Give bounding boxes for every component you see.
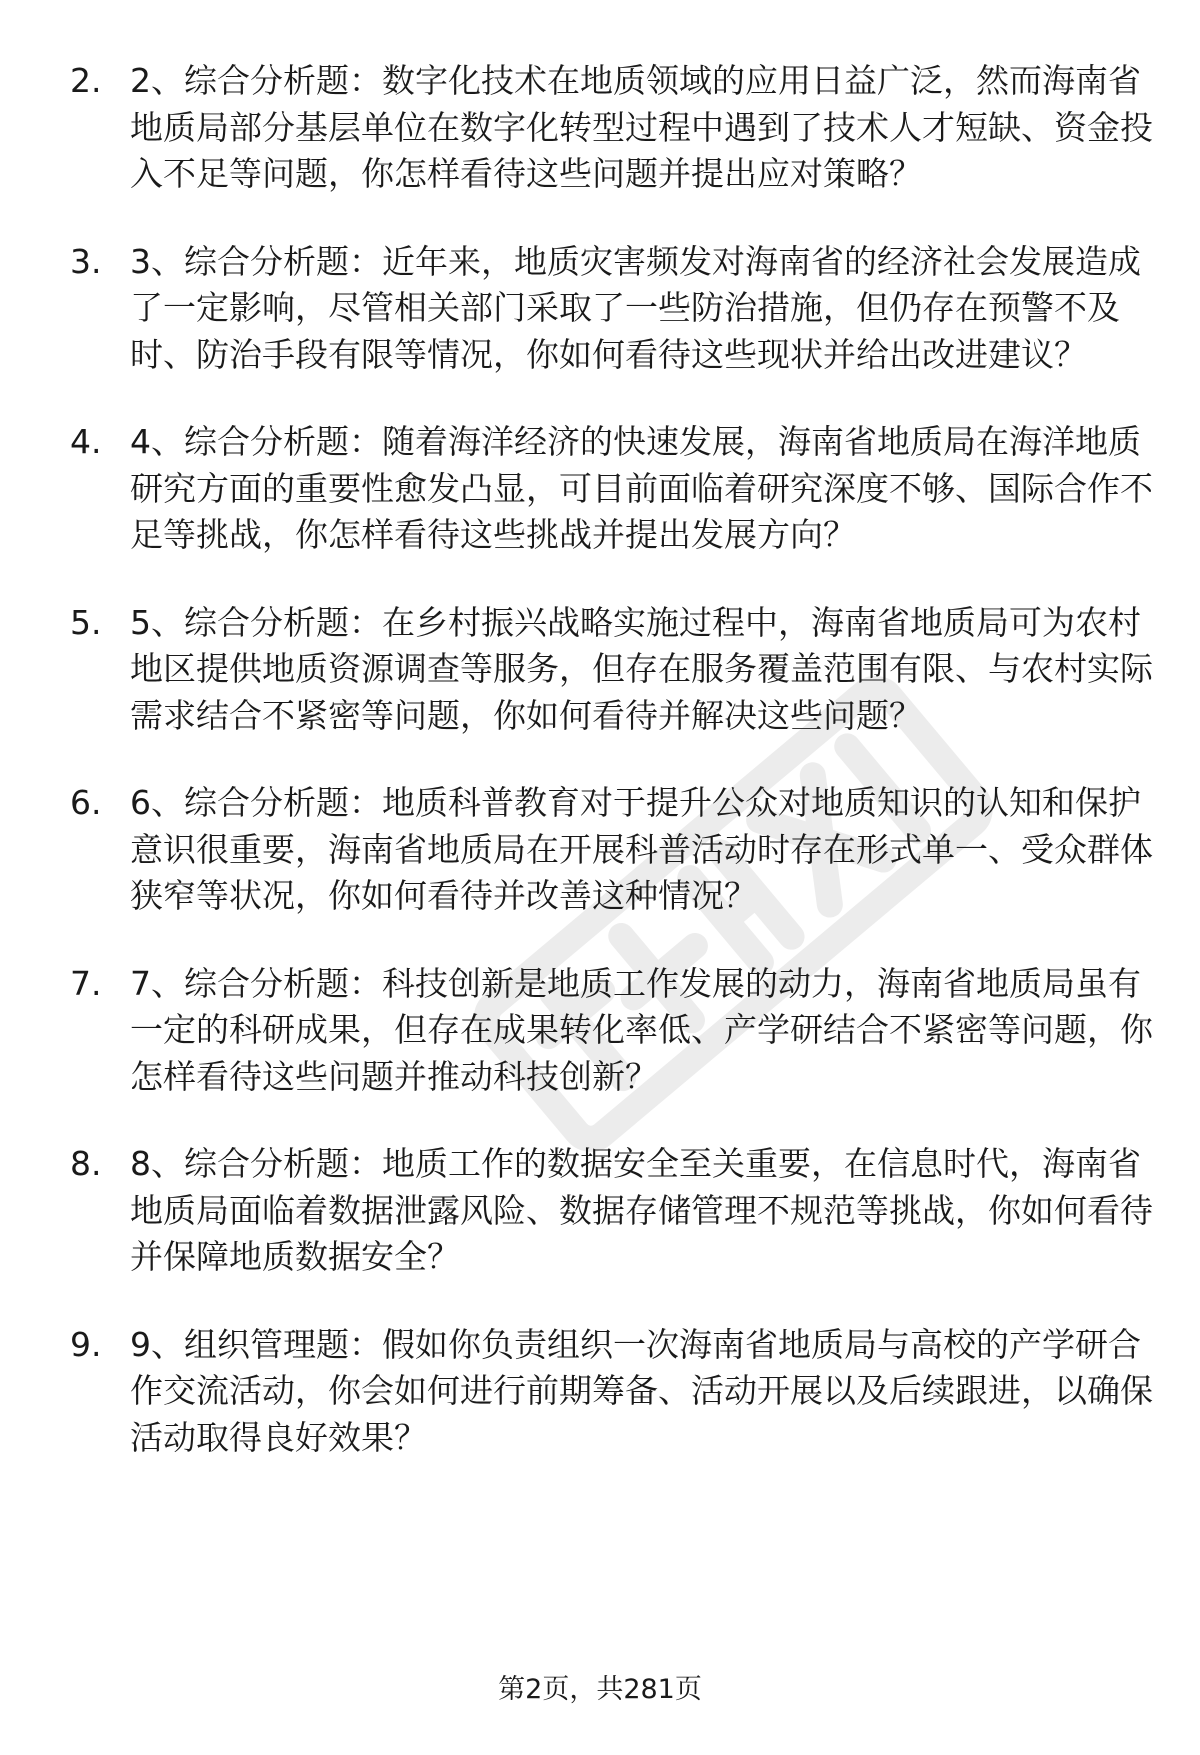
question-text: 9、组织管理题：假如你负责组织一次海南省地质局与高校的产学研合作交流活动，你会如何进行前期筹备、活动开展以及后续跟进，以确保活动取得良好效果？ (130, 1324, 1153, 1457)
question-number: 7. (70, 963, 102, 1003)
question-text: 5、综合分析题：在乡村振兴战略实施过程中，海南省地质局可为农村地区提供地质资源调查等服务，但存在服务覆盖范围有限、与农村实际需求结合不紧密等问题，你如何看待并解决这些问题？ (130, 602, 1153, 735)
question-number: 2. (70, 61, 102, 100)
question-item-6 (70, 780, 1160, 920)
question-item-4 (70, 419, 1160, 559)
question-list (70, 58, 1160, 1502)
question-item-2 (70, 58, 1160, 198)
question-number: 9. (70, 1324, 102, 1364)
question-number: 4. (70, 422, 102, 461)
question-item-7 (70, 961, 1160, 1101)
question-text: 8、综合分析题：地质工作的数据安全至关重要，在信息时代，海南省地质局面临着数据泄露风险、数据存储管理不规范等挑战，你如何看待并保障地质数据安全？ (130, 1144, 1153, 1276)
question-text: 3、综合分析题：近年来，地质灾害频发对海南省的经济社会发展造成了一定影响，尽管相关部门采取了一些防治措施，但仍存在预警不及时、防治手段有限等情况，你如何看待这些现状并给出改进建议？ (130, 241, 1141, 374)
question-number: 3. (70, 241, 102, 281)
question-number: 6. (70, 783, 102, 822)
question-item-3 (70, 239, 1160, 379)
question-item-8 (70, 1141, 1160, 1281)
question-text: 2、综合分析题：数字化技术在地质领域的应用日益广泛，然而海南省地质局部分基层单位在数字化转型过程中遇到了技术人才短缺、资金投入不足等问题，你怎样看待这些问题并提出应对策略？ (130, 61, 1153, 193)
question-item-5 (70, 600, 1160, 740)
question-item-9 (70, 1322, 1160, 1462)
question-text: 4、综合分析题：随着海洋经济的快速发展，海南省地质局在海洋地质研究方面的重要性愈发凸显，可目前面临着研究深度不够、国际合作不足等挑战，你怎样看待这些挑战并提出发展方向？ (130, 422, 1153, 554)
page-footer: 第2页，共281页 (498, 1674, 702, 1705)
question-number: 5. (70, 602, 102, 642)
question-text: 6、综合分析题：地质科普教育对于提升公众对地质知识的认知和保护意识很重要，海南省地质局在开展科普活动时存在形式单一、受众群体狭窄等状况，你如何看待并改善这种情况？ (130, 783, 1153, 915)
question-number: 8. (70, 1144, 102, 1183)
question-text: 7、综合分析题：科技创新是地质工作发展的动力，海南省地质局虽有一定的科研成果，但存在成果转化率低、产学研结合不紧密等问题，你怎样看待这些问题并推动科技创新？ (130, 963, 1153, 1096)
